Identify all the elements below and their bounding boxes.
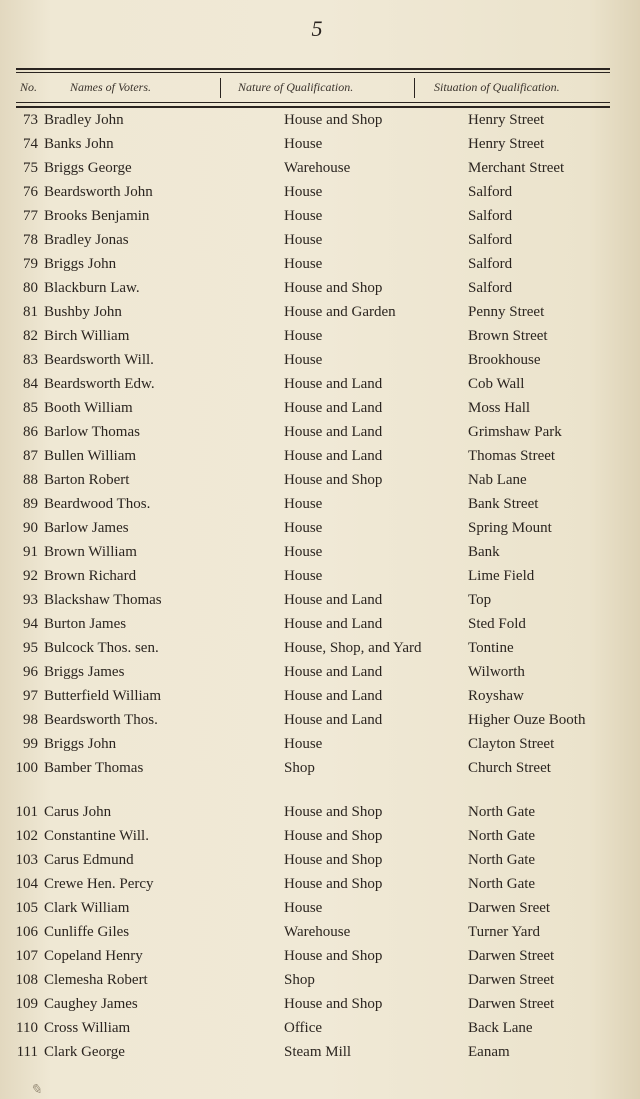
table-row — [0, 638, 640, 662]
voter-name: Birch William — [44, 328, 130, 344]
qualification-situation: Merchant Street — [468, 160, 565, 176]
voter-name: Bulcock Thos. sen. — [44, 640, 159, 656]
qualification-nature: Warehouse — [284, 160, 351, 176]
qualification-situation: Royshaw — [468, 688, 524, 704]
qualification-situation: Tontine — [468, 640, 514, 656]
table-row — [0, 566, 640, 590]
qualification-nature: House — [284, 736, 323, 752]
handwritten-mark: ✎ — [30, 1083, 42, 1098]
header-names: Names of Voters. — [70, 80, 151, 94]
page-number: 5 — [311, 16, 323, 41]
qualification-situation: Brown Street — [468, 328, 548, 344]
table-row — [0, 302, 640, 326]
qualification-nature: House — [284, 568, 323, 584]
qualification-nature: House — [284, 232, 323, 248]
table-row — [0, 374, 640, 398]
table-row — [0, 802, 640, 826]
voter-name: Brown William — [44, 544, 137, 560]
table-row — [0, 826, 640, 850]
voter-number: 108 — [15, 972, 38, 988]
table-row — [0, 710, 640, 734]
voter-name: Blackburn Law. — [44, 280, 140, 296]
voter-number: 98 — [23, 712, 38, 728]
voter-name: Briggs George — [44, 160, 132, 176]
voter-number: 75 — [23, 160, 38, 176]
voter-name: Crewe Hen. Percy — [44, 876, 154, 892]
qualification-situation: Salford — [468, 184, 513, 200]
voter-name: Copeland Henry — [44, 948, 143, 964]
qualification-nature: House and Shop — [284, 852, 383, 868]
voter-number: 86 — [23, 424, 38, 440]
qualification-nature: House — [284, 352, 323, 368]
voter-number: 102 — [15, 828, 38, 844]
qualification-nature: House and Land — [284, 712, 383, 728]
qualification-nature: House — [284, 544, 323, 560]
voter-number: 91 — [23, 544, 38, 560]
voter-number: 80 — [23, 280, 38, 296]
voter-name: Clemesha Robert — [44, 972, 148, 988]
qualification-situation: Back Lane — [468, 1020, 533, 1036]
table-row — [0, 874, 640, 898]
voter-number: 100 — [15, 760, 38, 776]
qualification-situation: Salford — [468, 256, 513, 272]
voter-number: 85 — [23, 400, 38, 416]
voter-name: Beardsworth Edw. — [44, 376, 155, 392]
qualification-nature: House and Land — [284, 688, 383, 704]
qualification-nature: House and Shop — [284, 828, 383, 844]
voter-number: 109 — [15, 996, 38, 1012]
qualification-situation: Church Street — [468, 760, 551, 776]
table-row — [0, 1042, 640, 1066]
voter-number: 83 — [23, 352, 38, 368]
voter-number: 105 — [15, 900, 38, 916]
qualification-situation: Salford — [468, 208, 513, 224]
voter-number: 88 — [23, 472, 38, 488]
table-row — [0, 110, 640, 134]
qualification-situation: Higher Ouze Booth — [468, 712, 586, 728]
voter-name: Brown Richard — [44, 568, 137, 584]
table-row — [0, 850, 640, 874]
qualification-situation: Spring Mount — [468, 520, 552, 536]
voter-number: 90 — [23, 520, 38, 536]
qualification-nature: House and Land — [284, 376, 383, 392]
table-row — [0, 350, 640, 374]
qualification-situation: Wilworth — [468, 664, 525, 680]
voter-name: Beardwood Thos. — [44, 496, 151, 512]
qualification-nature: House — [284, 496, 323, 512]
qualification-nature: House, Shop, and Yard — [284, 640, 422, 656]
qualification-situation: Salford — [468, 232, 513, 248]
voter-number: 92 — [23, 568, 38, 584]
voter-name: Barlow James — [44, 520, 129, 536]
table-row — [0, 518, 640, 542]
qualification-nature: House — [284, 136, 323, 152]
qualification-situation: Henry Street — [468, 136, 545, 152]
voter-number: 95 — [23, 640, 38, 656]
qualification-situation: Turner Yard — [468, 924, 540, 940]
voter-number: 76 — [23, 184, 38, 200]
table-row — [0, 614, 640, 638]
qualification-nature: House and Land — [284, 616, 383, 632]
qualification-nature: House and Shop — [284, 876, 383, 892]
table-row — [0, 206, 640, 230]
qualification-nature: Office — [284, 1020, 323, 1036]
voter-number: 110 — [16, 1020, 38, 1036]
voter-name: Constantine Will. — [44, 828, 149, 844]
voter-number: 93 — [23, 592, 38, 608]
table-row — [0, 898, 640, 922]
table-row — [0, 422, 640, 446]
voter-name: Cross William — [44, 1020, 131, 1036]
qualification-situation: North Gate — [468, 876, 536, 892]
table-row — [0, 662, 640, 686]
voter-name: Beardsworth Will. — [44, 352, 154, 368]
voter-number: 89 — [23, 496, 38, 512]
qualification-situation: Penny Street — [468, 304, 545, 320]
voter-number: 103 — [15, 852, 38, 868]
table-row — [0, 254, 640, 278]
voter-number: 74 — [23, 136, 38, 152]
voter-number: 77 — [23, 208, 38, 224]
header-rule-top-thin — [16, 72, 610, 73]
voter-name: Burton James — [44, 616, 127, 632]
qualification-nature: House and Shop — [284, 280, 383, 296]
voter-name: Clark William — [44, 900, 130, 916]
qualification-nature: Steam Mill — [284, 1044, 352, 1060]
table-row — [0, 758, 640, 782]
qualification-nature: House — [284, 184, 323, 200]
qualification-situation: Bank Street — [468, 496, 539, 512]
voter-number: 81 — [23, 304, 38, 320]
voter-number: 78 — [23, 232, 38, 248]
qualification-situation: Cob Wall — [468, 376, 525, 392]
table-row — [0, 182, 640, 206]
voter-name: Beardsworth John — [44, 184, 153, 200]
qualification-situation: Thomas Street — [468, 448, 556, 464]
voter-name: Cunliffe Giles — [44, 924, 130, 940]
voter-number: 101 — [15, 804, 38, 820]
header-rule-top — [16, 68, 610, 70]
qualification-nature: House and Shop — [284, 472, 383, 488]
voter-name: Carus Edmund — [44, 852, 134, 868]
qualification-nature: House and Shop — [284, 996, 383, 1012]
voter-number: 84 — [23, 376, 38, 392]
qualification-situation: North Gate — [468, 828, 536, 844]
voter-name: Bradley Jonas — [44, 232, 129, 248]
qualification-nature: House and Land — [284, 664, 383, 680]
table-row — [0, 230, 640, 254]
qualification-situation: Salford — [468, 280, 513, 296]
qualification-situation: Eanam — [468, 1044, 510, 1060]
voter-name: Beardsworth Thos. — [44, 712, 158, 728]
voter-name: Bradley John — [44, 112, 124, 128]
voter-number: 73 — [23, 112, 38, 128]
qualification-situation: Henry Street — [468, 112, 545, 128]
qualification-situation: Sted Fold — [468, 616, 526, 632]
voter-number: 104 — [15, 876, 38, 892]
qualification-situation: North Gate — [468, 804, 536, 820]
voter-name: Bullen William — [44, 448, 137, 464]
qualification-nature: House — [284, 520, 323, 536]
qualification-situation: Grimshaw Park — [468, 424, 562, 440]
voter-number: 111 — [16, 1044, 38, 1060]
qualification-situation: Darwen Street — [468, 948, 555, 964]
header-rule-bottom-thin — [16, 102, 610, 103]
voter-number: 97 — [23, 688, 38, 704]
voter-number: 107 — [15, 948, 38, 964]
qualification-situation: Moss Hall — [468, 400, 531, 416]
voter-name: Carus John — [44, 804, 112, 820]
table-row — [0, 734, 640, 758]
column-header — [16, 78, 610, 100]
voter-name: Booth William — [44, 400, 133, 416]
voter-name: Briggs James — [44, 664, 125, 680]
header-situation: Situation of Qualification. — [434, 80, 560, 94]
qualification-situation: Darwen Sreet — [468, 900, 551, 916]
voter-name: Barton Robert — [44, 472, 130, 488]
voter-name: Briggs John — [44, 256, 117, 272]
qualification-nature: House and Shop — [284, 948, 383, 964]
table-row — [0, 158, 640, 182]
table-row — [0, 946, 640, 970]
voter-number: 79 — [23, 256, 38, 272]
voter-number: 99 — [23, 736, 38, 752]
qualification-nature: House and Land — [284, 448, 383, 464]
qualification-nature: Warehouse — [284, 924, 351, 940]
qualification-nature: Shop — [284, 972, 315, 988]
table-row — [0, 542, 640, 566]
table-row — [0, 1018, 640, 1042]
table-row — [0, 326, 640, 350]
voter-number: 106 — [15, 924, 38, 940]
qualification-nature: House and Land — [284, 400, 383, 416]
qualification-nature: House and Shop — [284, 112, 383, 128]
qualification-nature: House and Garden — [284, 304, 396, 320]
table-row — [0, 922, 640, 946]
voter-name: Briggs John — [44, 736, 117, 752]
qualification-nature: House — [284, 208, 323, 224]
table-row — [0, 470, 640, 494]
voter-number: 94 — [23, 616, 38, 632]
table-row — [0, 686, 640, 710]
table-row — [0, 278, 640, 302]
qualification-nature: House and Land — [284, 424, 383, 440]
voter-name: Blackshaw Thomas — [44, 592, 162, 608]
qualification-situation: Brookhouse — [468, 352, 541, 368]
voter-name: Banks John — [44, 136, 114, 152]
header-no: No. — [20, 80, 38, 94]
qualification-situation: Darwen Street — [468, 972, 555, 988]
table-row — [0, 994, 640, 1018]
header-divider — [220, 78, 221, 98]
qualification-nature: House and Shop — [284, 804, 383, 820]
table-row — [0, 590, 640, 614]
qualification-situation: Nab Lane — [468, 472, 527, 488]
header-nature: Nature of Qualification. — [238, 80, 354, 94]
voter-name: Brooks Benjamin — [44, 208, 150, 224]
table-row — [0, 398, 640, 422]
table-row — [0, 446, 640, 470]
qualification-nature: House and Land — [284, 592, 383, 608]
voter-name: Bamber Thomas — [44, 760, 144, 776]
qualification-situation: Darwen Street — [468, 996, 555, 1012]
qualification-nature: Shop — [284, 760, 315, 776]
voter-list — [0, 110, 640, 1066]
voter-number: 82 — [23, 328, 38, 344]
qualification-situation: Clayton Street — [468, 736, 555, 752]
table-row — [0, 134, 640, 158]
header-divider — [414, 78, 415, 98]
qualification-nature: House — [284, 900, 323, 916]
table-row — [0, 970, 640, 994]
qualification-nature: House — [284, 328, 323, 344]
voter-number: 87 — [23, 448, 38, 464]
qualification-situation: North Gate — [468, 852, 536, 868]
qualification-situation: Lime Field — [468, 568, 535, 584]
voter-name: Clark George — [44, 1044, 125, 1060]
qualification-nature: House — [284, 256, 323, 272]
voter-name: Bushby John — [44, 304, 122, 320]
header-rule-bottom — [16, 106, 610, 108]
qualification-situation: Bank — [468, 544, 500, 560]
voter-number: 96 — [23, 664, 38, 680]
voter-name: Caughey James — [44, 996, 138, 1012]
qualification-situation: Top — [468, 592, 492, 608]
voter-name: Butterfield William — [44, 688, 162, 704]
table-row — [0, 494, 640, 518]
voter-name: Barlow Thomas — [44, 424, 140, 440]
